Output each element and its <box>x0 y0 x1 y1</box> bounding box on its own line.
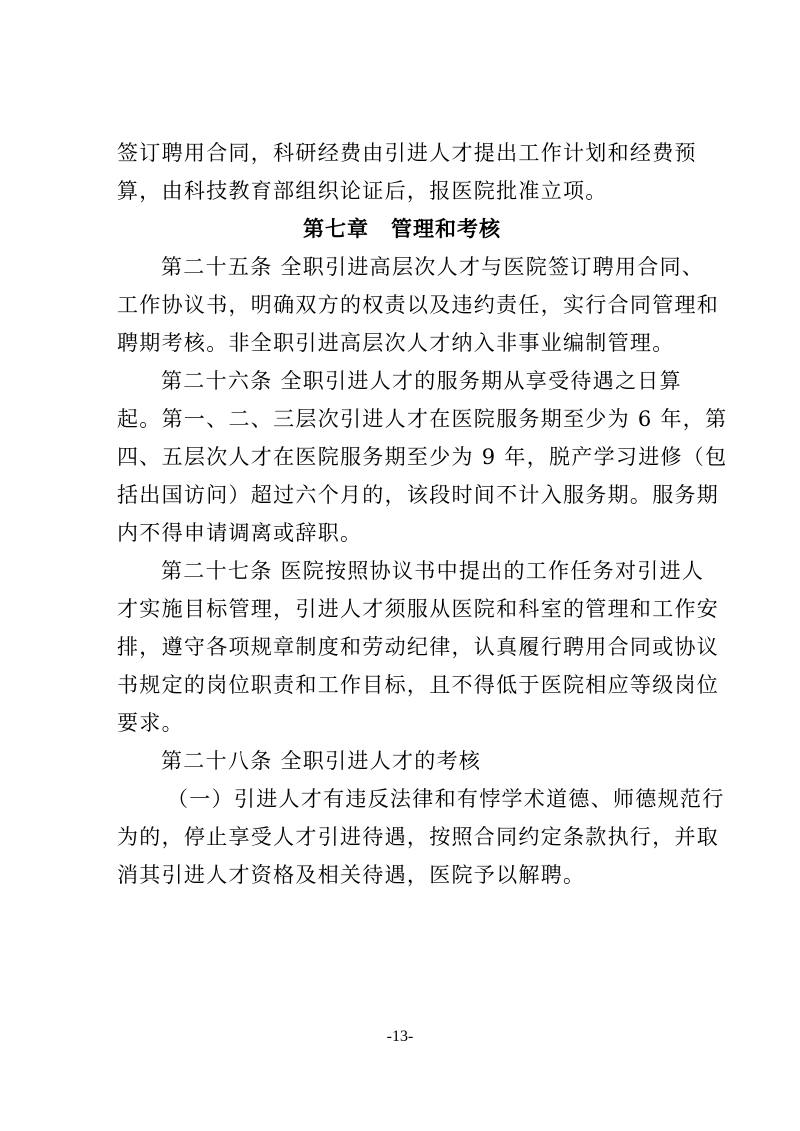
chapter-number: 第七章 <box>303 217 369 241</box>
article-25-line: 聘期考核。非全职引进高层次人才纳入非事业编制管理。 <box>117 331 675 355</box>
item-1-line: （一）引进人才有违反法律和有悖学术道德、师德规范行 <box>167 787 725 811</box>
article-26-line: 内不得申请调离或辞职。 <box>117 521 363 545</box>
document-body <box>117 134 728 894</box>
article-26-line: 括出国访问）超过六个月的，该段时间不计入服务期。服务期 <box>117 483 720 507</box>
article-27-line: 排，遵守各项规章制度和劳动纪律，认真履行聘用合同或协议 <box>117 635 720 659</box>
article-25-line: 工作协议书，明确双方的权责以及违约责任，实行合同管理和 <box>117 293 720 317</box>
page-number: -13- <box>386 1028 414 1045</box>
article-26-line: 四、五层次人才在医院服务期至少为 9 年，脱产学习进修（包 <box>117 445 728 469</box>
body-line: 签订聘用合同，科研经费由引进人才提出工作计划和经费预 <box>117 141 697 165</box>
item-1-line: 为的，停止享受人才引进待遇，按照合同约定条款执行，并取 <box>117 825 720 849</box>
article-26-line: 第二十六条 全职引进人才的服务期从享受待遇之日算 <box>161 369 682 393</box>
article-27-line: 第二十七条 医院按照协议书中提出的工作任务对引进人 <box>161 559 705 583</box>
article-28-line: 第二十八条 全职引进人才的考核 <box>161 749 482 773</box>
chapter-title: 管理和考核 <box>391 217 501 241</box>
item-1-line: 消其引进人才资格及相关待遇，医院予以解聘。 <box>117 863 586 887</box>
article-27-line: 才实施目标管理，引进人才须服从医院和科室的管理和工作安 <box>117 597 720 621</box>
article-27-line: 书规定的岗位职责和工作目标，且不得低于医院相应等级岗位 <box>117 673 720 697</box>
article-27-line: 要求。 <box>117 711 184 735</box>
article-25-line: 第二十五条 全职引进高层次人才与医院签订聘用合同、 <box>161 255 705 279</box>
article-26-line: 起。第一、二、三层次引进人才在医院服务期至少为 6 年，第 <box>117 407 728 431</box>
chapter-heading <box>117 210 687 248</box>
body-line: 算，由科技教育部组织论证后，报医院批准立项。 <box>117 179 608 203</box>
